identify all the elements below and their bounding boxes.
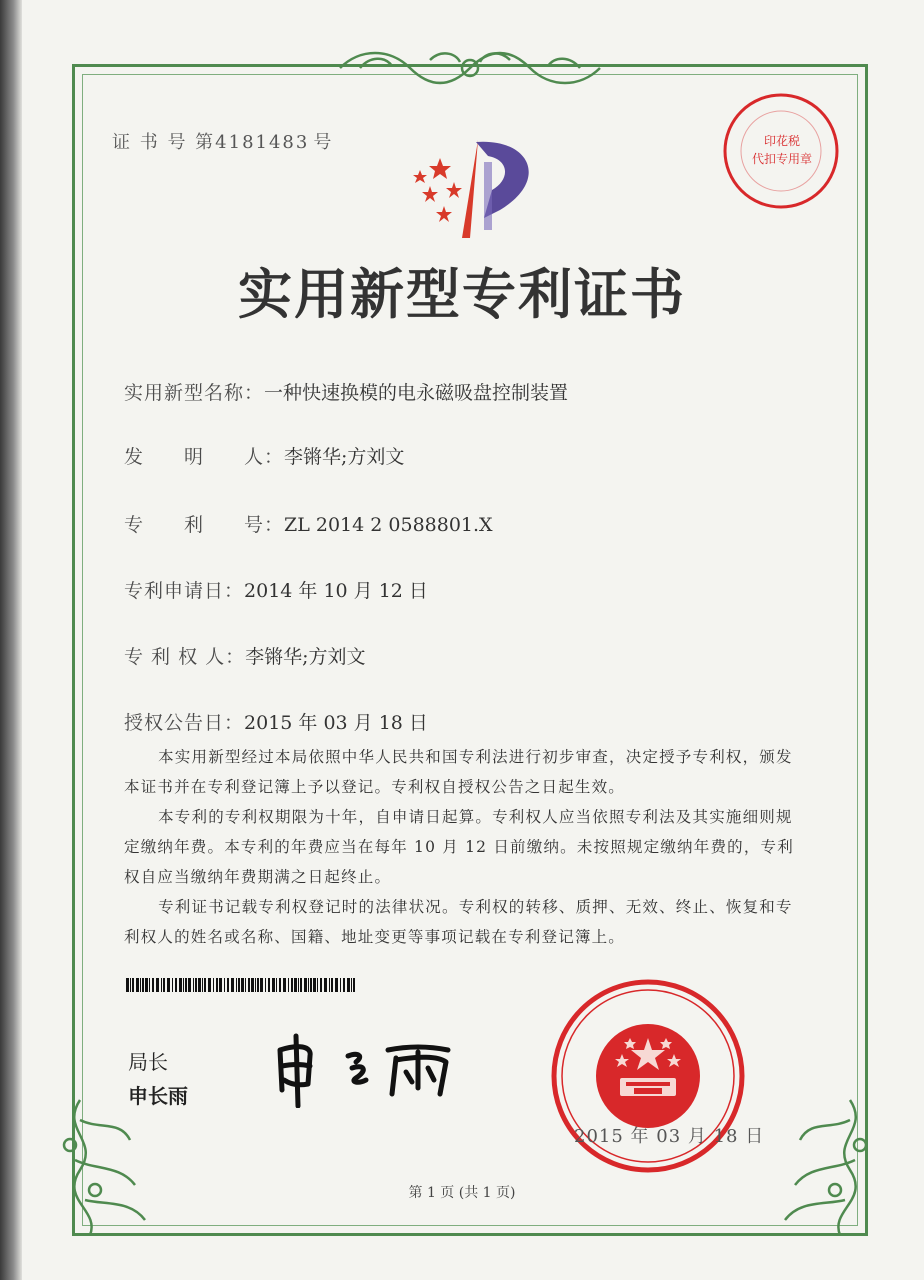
field-label: 授权公告日： (124, 712, 245, 734)
field-label: 实用新型名称： (124, 382, 265, 404)
field-value: 2015 年 03 月 18 日 (244, 712, 428, 734)
field-value: 李锵华;方刘文 (284, 446, 405, 468)
certificate-number (112, 128, 333, 154)
field-grant-date (124, 708, 428, 735)
field-label: 专 利 权 人： (124, 646, 246, 668)
tax-seal-line1: 印花税 (763, 134, 800, 148)
field-label: 发 明 人： (124, 446, 285, 468)
field-label: 专 利 号： (124, 514, 285, 536)
field-value: 2014 年 10 月 12 日 (244, 580, 428, 602)
director-name: 申长雨 (128, 1084, 188, 1108)
field-value: 一种快速换模的电永磁吸盘控制装置 (264, 382, 569, 404)
certificate-number-suffix: 号 (313, 132, 334, 153)
field-application-date (124, 576, 428, 603)
top-ornament-icon (330, 40, 610, 96)
field-patentee (124, 642, 366, 669)
field-value: 李锵华;方刘文 (245, 646, 366, 668)
certificate-title: 实用新型专利证书 (238, 263, 686, 326)
bottom-left-ornament-icon (50, 1090, 160, 1240)
body-paragraph: 本实用新型经过本局依照中华人民共和国专利法进行初步审查，决定授予专利权，颁发本证书并在专利登记簿上予以登记。专利权自授权公告之日起生效。 (124, 748, 793, 796)
barcode-icon (126, 978, 356, 992)
field-patent-number (124, 510, 493, 537)
tax-seal-line2: 代扣专用章 (751, 152, 812, 166)
certificate-body-text (124, 742, 796, 952)
seal-date: 2015 年 03 月 18 日 (574, 1126, 765, 1147)
body-paragraph: 专利证书记载专利权登记时的法律状况。专利权的转移、质押、无效、终止、恢复和专利权人的姓名或名称、国籍、地址变更等事项记载在专利登记簿上。 (124, 898, 793, 946)
field-inventor (124, 442, 404, 469)
body-paragraph: 本专利的专利权期限为十年，自申请日起算。专利权人应当依照专利法及其实施细则规定缴纳年费。本专利的年费应当在每年 10 月 12 日前缴纳。未按照规定缴纳年费的，专利权自应当缴纳年费期满之日起终止。 (124, 808, 794, 886)
certificate-number-value: 4181483 (215, 132, 310, 153)
director-signature-icon (268, 1028, 478, 1108)
director-title: 局长 (128, 1050, 168, 1074)
certificate-number-label: 证 书 号 第 (112, 132, 216, 153)
patent-office-logo-icon (400, 130, 550, 240)
page-footer: 第 1 页 (共 1 页) (408, 1185, 516, 1201)
field-value: ZL 2014 2 0588801.X (284, 514, 493, 536)
field-utility-model-name (124, 378, 568, 405)
scan-edge-shadow (0, 0, 22, 1280)
field-label: 专利申请日： (124, 580, 245, 602)
bottom-right-ornament-icon (770, 1090, 880, 1240)
